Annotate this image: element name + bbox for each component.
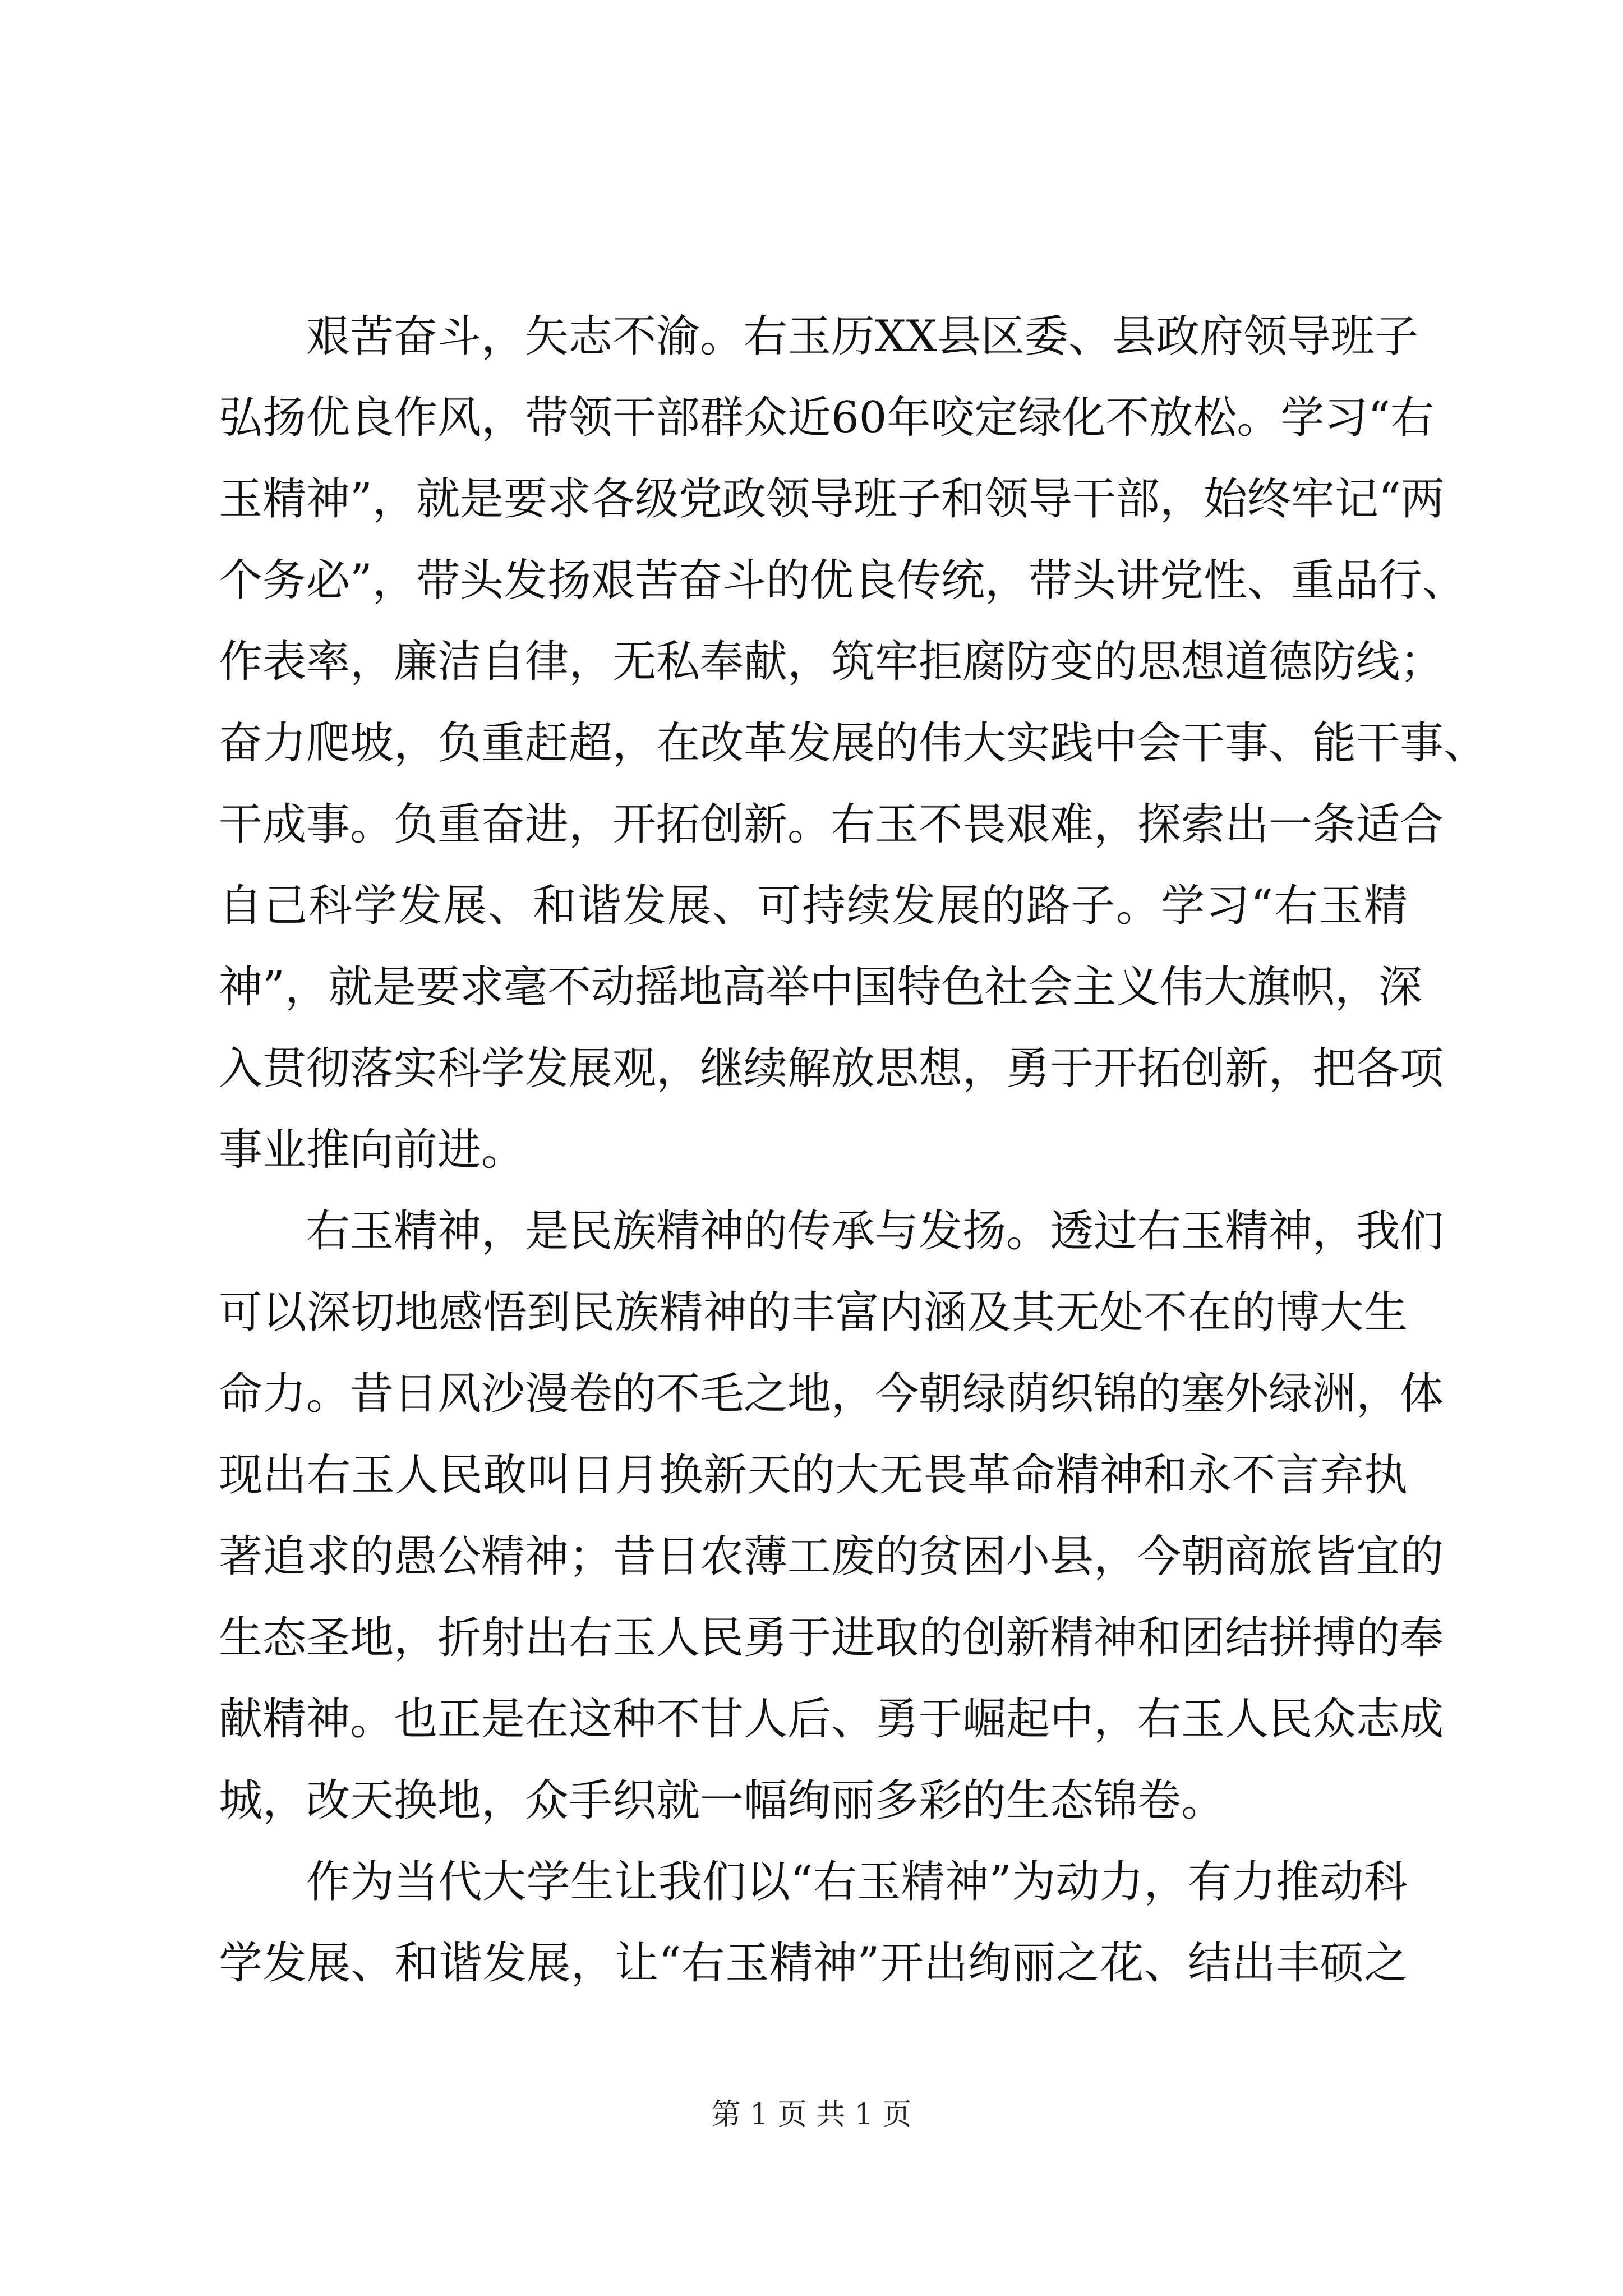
- paragraph-1-line-1: 艰苦奋斗，矢志不渝。右玉历XX县区委、县政府领导班子: [306, 311, 1419, 362]
- paragraph-2-line-4: 现出右玉人民敢叫日月换新天的大无畏革命精神和永不言弃执: [219, 1450, 1408, 1501]
- paragraph-1-line-11: 事业推向前进。: [219, 1125, 525, 1175]
- page-footer: 第 1 页 共 1 页: [711, 2098, 912, 2132]
- paragraph-1-line-2: 弘扬优良作风，带领干部群众近60年咬定绿化不放松。学习“右: [219, 393, 1435, 443]
- paragraph-2-line-2: 可以深切地感悟到民族精神的丰富内涵及其无处不在的博大生: [219, 1287, 1408, 1338]
- paragraph-1-line-7: 干成事。负重奋进，开拓创新。右玉不畏艰难，探索出一条适合: [219, 799, 1444, 850]
- paragraph-3-line-1: 作为当代大学生让我们以“右玉精神”为动力，有力推动科: [306, 1857, 1408, 1907]
- paragraph-2-line-1: 右玉精神，是民族精神的传承与发扬。透过右玉精神，我们: [306, 1206, 1444, 1257]
- paragraph-1-line-10: 入贯彻落实科学发展观，继续解放思想，勇于开拓创新，把各项: [219, 1043, 1444, 1094]
- paragraph-2-line-8: 城，改天换地，众手织就一幅绚丽多彩的生态锦卷。: [219, 1775, 1225, 1826]
- paragraph-2-line-6: 生态圣地，折射出右玉人民勇于进取的创新精神和团结拼搏的奉: [219, 1613, 1444, 1663]
- paragraph-1-line-4: 个务必”，带头发扬艰苦奋斗的优良传统，带头讲党性、重品行、: [219, 555, 1466, 606]
- paragraph-1-line-8: 自己科学发展、和谐发展、可持续发展的路子。学习“右玉精: [219, 881, 1408, 931]
- paragraph-2-line-5: 著追求的愚公精神；昔日农薄工废的贫困小县，今朝商旅皆宜的: [219, 1531, 1444, 1582]
- paragraph-1-line-9: 神”，就是要求毫不动摇地高举中国特色社会主义伟大旗帜，深: [219, 962, 1422, 1013]
- paragraph-1-line-5: 作表率，廉洁自律，无私奉献，筑牢拒腐防变的思想道德防线；: [219, 637, 1444, 687]
- paragraph-3-line-2: 学发展、和谐发展，让“右玉精神”开出绚丽之花、结出丰硕之: [219, 1938, 1408, 1989]
- paragraph-2-line-7: 献精神。也正是在这种不甘人后、勇于崛起中，右玉人民众志成: [219, 1694, 1444, 1745]
- paragraph-2-line-3: 命力。昔日风沙漫卷的不毛之地，今朝绿荫织锦的塞外绿洲，体: [219, 1369, 1444, 1419]
- paragraph-1-line-6: 奋力爬坡，负重赶超，在改革发展的伟大实践中会干事、能干事、: [219, 718, 1488, 769]
- paragraph-1-line-3: 玉精神”，就是要求各级党政领导班子和领导干部，始终牢记“两: [219, 474, 1445, 524]
